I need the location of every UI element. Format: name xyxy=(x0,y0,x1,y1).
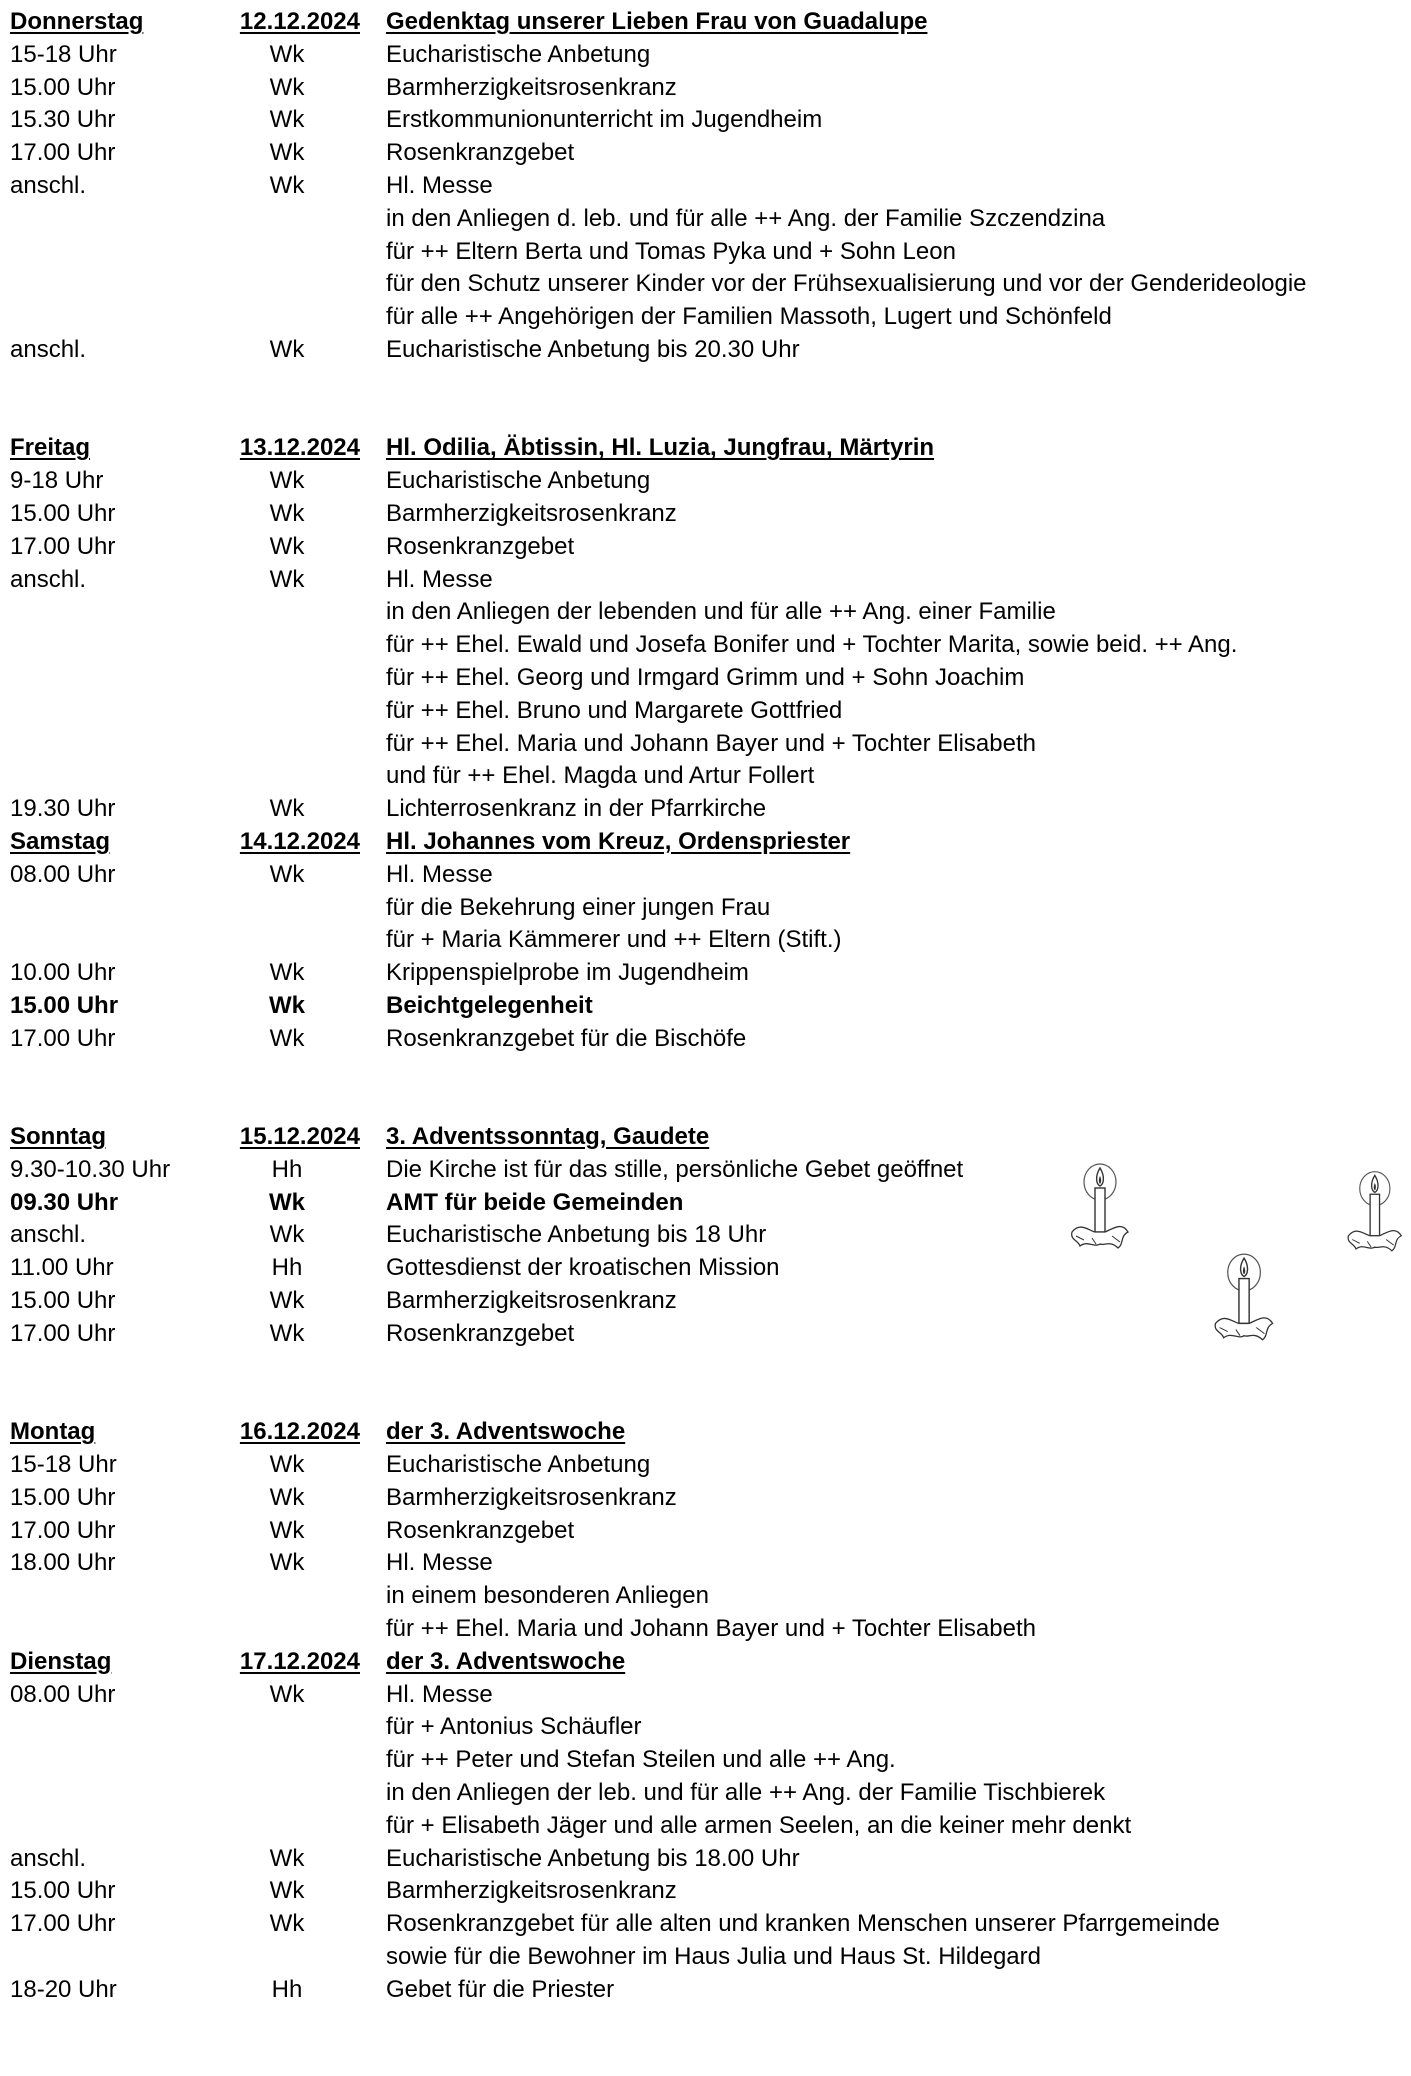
schedule-entry xyxy=(10,1154,1405,1187)
entry-location: Hh xyxy=(271,1254,303,1282)
entry-time xyxy=(10,1941,212,1974)
day-weekday: Dienstag xyxy=(10,1647,112,1675)
entry-location xyxy=(212,268,362,301)
entry-location xyxy=(212,1777,362,1810)
entry-location: Wk xyxy=(269,467,305,495)
schedule-entry xyxy=(10,629,1405,662)
schedule-entry xyxy=(10,1547,1405,1580)
entry-time: 9-18 Uhr xyxy=(10,467,104,495)
schedule-entry xyxy=(10,1679,1405,1712)
entry-description: Rosenkranzgebet für die Bischöfe xyxy=(386,1024,747,1052)
schedule-entry xyxy=(10,695,1405,728)
entry-time: anschl. xyxy=(10,565,87,593)
entry-time xyxy=(10,695,212,728)
schedule-entry xyxy=(10,1515,1405,1548)
entry-description: Barmherzigkeitsrosenkranz xyxy=(386,1877,677,1905)
entry-time xyxy=(10,203,212,236)
entry-description: AMT für beide Gemeinden xyxy=(386,1188,684,1216)
schedule-entry xyxy=(10,104,1405,137)
day-weekday: Montag xyxy=(10,1418,96,1446)
schedule-entry xyxy=(10,957,1405,990)
schedule-entry xyxy=(10,1252,1405,1285)
entry-location: Wk xyxy=(269,106,305,134)
entry-location: Wk xyxy=(269,1516,305,1544)
day-weekday: Donnerstag xyxy=(10,8,144,35)
entry-time xyxy=(10,596,212,629)
entry-description: Krippenspielprobe im Jugendheim xyxy=(386,959,749,987)
schedule-entry xyxy=(10,301,1405,334)
entry-location: Wk xyxy=(269,139,305,167)
candle-icon xyxy=(1339,1166,1405,1264)
entry-location xyxy=(212,892,362,925)
entry-time: 15.00 Uhr xyxy=(10,991,119,1019)
entry-location: Wk xyxy=(269,40,305,68)
entry-description: für ++ Eltern Berta und Tomas Pyka und + Sohn Leon xyxy=(386,237,956,265)
entry-location: Wk xyxy=(269,499,305,527)
entry-location: Hh xyxy=(271,1975,303,2003)
entry-time: 19.30 Uhr xyxy=(10,795,116,823)
entry-description: für + Antonius Schäufler xyxy=(386,1713,642,1741)
schedule-entry xyxy=(10,1023,1405,1056)
schedule-entry xyxy=(10,1285,1405,1318)
entry-time xyxy=(10,1613,212,1646)
entry-location: Wk xyxy=(269,1877,305,1905)
day-weekday: Freitag xyxy=(10,434,91,462)
entry-description: Barmherzigkeitsrosenkranz xyxy=(386,1483,677,1511)
schedule-entry xyxy=(10,1908,1405,1941)
schedule-entry xyxy=(10,1318,1405,1351)
day-date: 14.12.2024 xyxy=(239,827,360,855)
entry-time xyxy=(10,760,212,793)
entry-location: Wk xyxy=(269,1680,305,1708)
schedule-entry xyxy=(10,1843,1405,1876)
entry-location: Wk xyxy=(269,1549,305,1577)
entry-description: für ++ Ehel. Bruno und Margarete Gottfried xyxy=(386,696,843,724)
day-block xyxy=(10,1416,1405,1646)
entry-description: Beichtgelegenheit xyxy=(386,991,593,1019)
entry-location xyxy=(212,301,362,334)
entry-time xyxy=(10,924,212,957)
entry-location xyxy=(212,596,362,629)
entry-location: Wk xyxy=(269,1024,305,1052)
entry-time: anschl. xyxy=(10,1221,87,1249)
entry-description: Eucharistische Anbetung xyxy=(386,467,651,495)
day-weekday: Sonntag xyxy=(10,1123,106,1151)
entry-description: Erstkommunionunterricht im Jugendheim xyxy=(386,106,823,134)
schedule xyxy=(10,6,1405,2007)
entry-description: Rosenkranzgebet xyxy=(386,1516,575,1544)
day-block xyxy=(10,1121,1405,1351)
entry-description: Barmherzigkeitsrosenkranz xyxy=(386,499,677,527)
entry-description: für ++ Peter und Stefan Steilen und alle ++ Ang. xyxy=(386,1746,896,1774)
schedule-entry xyxy=(10,728,1405,761)
schedule-entry xyxy=(10,203,1405,236)
entry-time: 11.00 Uhr xyxy=(10,1254,114,1282)
schedule-entry xyxy=(10,1613,1405,1646)
day-title: Gedenktag unserer Lieben Frau von Guadalupe xyxy=(386,8,928,35)
entry-description: Eucharistische Anbetung xyxy=(386,1451,651,1479)
entry-time: 15.00 Uhr xyxy=(10,1287,116,1315)
entry-location: Wk xyxy=(269,860,305,888)
entry-location: Hh xyxy=(271,1155,303,1183)
entry-location: Wk xyxy=(269,532,305,560)
schedule-entry xyxy=(10,990,1405,1023)
entry-time: 08.00 Uhr xyxy=(10,1680,116,1708)
entry-description: für ++ Ehel. Ewald und Josefa Bonifer und + Tochter Marita, sowie beid. ++ Ang. xyxy=(386,631,1238,659)
entry-time: 15-18 Uhr xyxy=(10,1451,117,1479)
spacer xyxy=(10,1351,1405,1384)
entry-time xyxy=(10,268,212,301)
entry-description: für den Schutz unserer Kinder vor der Frühsexualisierung und vor der Genderideologie xyxy=(386,270,1307,298)
entry-time xyxy=(10,662,212,695)
entry-location: Wk xyxy=(269,1844,305,1872)
entry-time: 15-18 Uhr xyxy=(10,40,117,68)
schedule-entry xyxy=(10,170,1405,203)
entry-location: Wk xyxy=(269,795,305,823)
entry-description: Hl. Messe xyxy=(386,1549,493,1577)
entry-location xyxy=(212,1613,362,1646)
entry-location: Wk xyxy=(269,1319,305,1347)
entry-time: anschl. xyxy=(10,335,87,363)
entry-location: Wk xyxy=(269,335,305,363)
schedule-entry xyxy=(10,1482,1405,1515)
schedule-entry xyxy=(10,1810,1405,1843)
spacer xyxy=(10,367,1405,400)
schedule-entry xyxy=(10,760,1405,793)
entry-time xyxy=(10,1744,212,1777)
entry-time: 17.00 Uhr xyxy=(10,1516,116,1544)
entry-description: Gottesdienst der kroatischen Mission xyxy=(386,1254,780,1282)
entry-time: anschl. xyxy=(10,171,87,199)
entry-description: Eucharistische Anbetung bis 20.30 Uhr xyxy=(386,335,800,363)
entry-location xyxy=(212,695,362,728)
entry-time: 15.00 Uhr xyxy=(10,499,116,527)
candle-icon xyxy=(1205,1250,1277,1352)
day-header xyxy=(10,826,1405,859)
entry-description: sowie für die Bewohner im Haus Julia und Haus St. Hildegard xyxy=(386,1943,1041,1971)
entry-time xyxy=(10,236,212,269)
day-title: Hl. Odilia, Äbtissin, Hl. Luzia, Jungfrau, Märtyrin xyxy=(386,434,935,462)
day-block xyxy=(10,1646,1405,2007)
entry-location xyxy=(212,629,362,662)
schedule-entry xyxy=(10,596,1405,629)
day-title: der 3. Adventswoche xyxy=(386,1647,626,1675)
entry-description: in den Anliegen d. leb. und für alle ++ Ang. der Familie Szczendzina xyxy=(386,204,1106,232)
entry-location xyxy=(212,1810,362,1843)
schedule-entry xyxy=(10,1875,1405,1908)
entry-description: Hl. Messe xyxy=(386,860,493,888)
schedule-entry xyxy=(10,236,1405,269)
entry-description: Lichterrosenkranz in der Pfarrkirche xyxy=(386,795,767,823)
entry-location: Wk xyxy=(269,959,305,987)
entry-description: Rosenkranzgebet xyxy=(386,532,575,560)
entry-description: für die Bekehrung einer jungen Frau xyxy=(386,893,771,921)
schedule-entry xyxy=(10,1711,1405,1744)
entry-description: in den Anliegen der lebenden und für alle ++ Ang. einer Familie xyxy=(386,598,1056,626)
entry-time: 17.00 Uhr xyxy=(10,1024,116,1052)
schedule-entry xyxy=(10,465,1405,498)
entry-time: 17.00 Uhr xyxy=(10,139,116,167)
entry-time xyxy=(10,1810,212,1843)
entry-time: 17.00 Uhr xyxy=(10,532,116,560)
entry-location: Wk xyxy=(269,73,305,101)
schedule-entry xyxy=(10,334,1405,367)
entry-time xyxy=(10,301,212,334)
day-date: 13.12.2024 xyxy=(239,434,360,462)
schedule-entry xyxy=(10,39,1405,72)
entry-location: Wk xyxy=(269,1221,305,1249)
day-header xyxy=(10,1646,1405,1679)
entry-location: Wk xyxy=(269,991,305,1019)
entry-time: 09.30 Uhr xyxy=(10,1188,119,1216)
entry-time: anschl. xyxy=(10,1844,87,1872)
day-date: 15.12.2024 xyxy=(239,1123,360,1151)
entry-description: Rosenkranzgebet xyxy=(386,1319,575,1347)
entry-location: Wk xyxy=(269,1483,305,1511)
day-date: 12.12.2024 xyxy=(239,8,360,35)
schedule-entry xyxy=(10,662,1405,695)
day-weekday: Samstag xyxy=(10,827,111,855)
entry-location xyxy=(212,236,362,269)
day-header xyxy=(10,432,1405,465)
schedule-entry xyxy=(10,1219,1405,1252)
entry-description: in einem besonderen Anliegen xyxy=(386,1582,709,1610)
schedule-entry xyxy=(10,72,1405,105)
entry-location: Wk xyxy=(269,1287,305,1315)
spacer xyxy=(10,1383,1405,1416)
entry-time: 15.30 Uhr xyxy=(10,106,116,134)
entry-description: und für ++ Ehel. Magda und Artur Follert xyxy=(386,762,815,790)
entry-description: Barmherzigkeitsrosenkranz xyxy=(386,1287,677,1315)
entry-time xyxy=(10,1777,212,1810)
entry-description: Rosenkranzgebet xyxy=(386,139,575,167)
entry-description: Hl. Messe xyxy=(386,171,493,199)
schedule-entry xyxy=(10,892,1405,925)
day-date: 16.12.2024 xyxy=(239,1418,360,1446)
candle-icon xyxy=(1062,1160,1132,1260)
schedule-entry xyxy=(10,924,1405,957)
entry-time xyxy=(10,1580,212,1613)
entry-location xyxy=(212,924,362,957)
entry-time: 17.00 Uhr xyxy=(10,1910,116,1938)
day-block xyxy=(10,826,1405,1056)
entry-location: Wk xyxy=(269,565,305,593)
entry-description: für ++ Ehel. Maria und Johann Bayer und + Tochter Elisabeth xyxy=(386,1615,1036,1643)
entry-time: 10.00 Uhr xyxy=(10,959,116,987)
entry-location xyxy=(212,203,362,236)
entry-time: 15.00 Uhr xyxy=(10,1877,116,1905)
entry-time: 18.00 Uhr xyxy=(10,1549,116,1577)
spacer xyxy=(10,1088,1405,1121)
entry-time xyxy=(10,1711,212,1744)
entry-time xyxy=(10,728,212,761)
entry-description: Hl. Messe xyxy=(386,565,493,593)
entry-description: für ++ Ehel. Georg und Irmgard Grimm und + Sohn Joachim xyxy=(386,663,1025,691)
entry-location xyxy=(212,760,362,793)
entry-description: Rosenkranzgebet für alle alten und kranken Menschen unserer Pfarrgemeinde xyxy=(386,1910,1220,1938)
entry-description: für alle ++ Angehörigen der Familien Massoth, Lugert und Schönfeld xyxy=(386,303,1112,331)
schedule-entry xyxy=(10,1449,1405,1482)
entry-location xyxy=(212,1580,362,1613)
entry-description: für ++ Ehel. Maria und Johann Bayer und + Tochter Elisabeth xyxy=(386,729,1036,757)
entry-description: Die Kirche ist für das stille, persönliche Gebet geöffnet xyxy=(386,1155,964,1183)
schedule-entry xyxy=(10,498,1405,531)
schedule-entry xyxy=(10,1941,1405,1974)
entry-location: Wk xyxy=(269,1451,305,1479)
entry-description: Barmherzigkeitsrosenkranz xyxy=(386,73,677,101)
entry-time: 15.00 Uhr xyxy=(10,73,116,101)
entry-location xyxy=(212,1711,362,1744)
schedule-entry xyxy=(10,1187,1405,1220)
spacer xyxy=(10,400,1405,433)
schedule-entry xyxy=(10,137,1405,170)
spacer xyxy=(10,1056,1405,1089)
entry-description: in den Anliegen der leb. und für alle ++ Ang. der Familie Tischbierek xyxy=(386,1779,1106,1807)
day-block xyxy=(10,6,1405,367)
day-date: 17.12.2024 xyxy=(239,1647,360,1675)
entry-location: Wk xyxy=(269,1188,305,1216)
entry-location: Wk xyxy=(269,1910,305,1938)
schedule-entry xyxy=(10,564,1405,597)
entry-description: Eucharistische Anbetung bis 18 Uhr xyxy=(386,1221,767,1249)
entry-time: 9.30-10.30 Uhr xyxy=(10,1155,171,1183)
schedule-entry xyxy=(10,1974,1405,2007)
entry-description: für + Elisabeth Jäger und alle armen Seelen, an die keiner mehr denkt xyxy=(386,1811,1132,1839)
entry-description: für + Maria Kämmerer und ++ Eltern (Stift.) xyxy=(386,926,842,954)
entry-location xyxy=(212,728,362,761)
entry-time: 08.00 Uhr xyxy=(10,860,116,888)
schedule-entry xyxy=(10,859,1405,892)
day-title: der 3. Adventswoche xyxy=(386,1418,626,1446)
entry-time xyxy=(10,629,212,662)
schedule-entry xyxy=(10,1777,1405,1810)
entry-description: Eucharistische Anbetung bis 18.00 Uhr xyxy=(386,1844,800,1872)
day-title: 3. Adventssonntag, Gaudete xyxy=(386,1123,710,1151)
day-title: Hl. Johannes vom Kreuz, Ordenspriester xyxy=(386,827,851,855)
entry-time xyxy=(10,892,212,925)
schedule-entry xyxy=(10,793,1405,826)
entry-time: 18-20 Uhr xyxy=(10,1975,117,2003)
entry-location xyxy=(212,1744,362,1777)
schedule-entry xyxy=(10,1580,1405,1613)
entry-location: Wk xyxy=(269,171,305,199)
entry-description: Gebet für die Priester xyxy=(386,1975,615,2003)
schedule-entry xyxy=(10,268,1405,301)
entry-location xyxy=(212,662,362,695)
day-block xyxy=(10,432,1405,826)
entry-time: 17.00 Uhr xyxy=(10,1319,116,1347)
schedule-entry xyxy=(10,531,1405,564)
day-header xyxy=(10,6,1405,39)
entry-description: Eucharistische Anbetung xyxy=(386,40,651,68)
entry-location xyxy=(212,1941,362,1974)
day-header xyxy=(10,1416,1405,1449)
entry-time: 15.00 Uhr xyxy=(10,1483,116,1511)
entry-description: Hl. Messe xyxy=(386,1680,493,1708)
day-header xyxy=(10,1121,1405,1154)
schedule-entry xyxy=(10,1744,1405,1777)
